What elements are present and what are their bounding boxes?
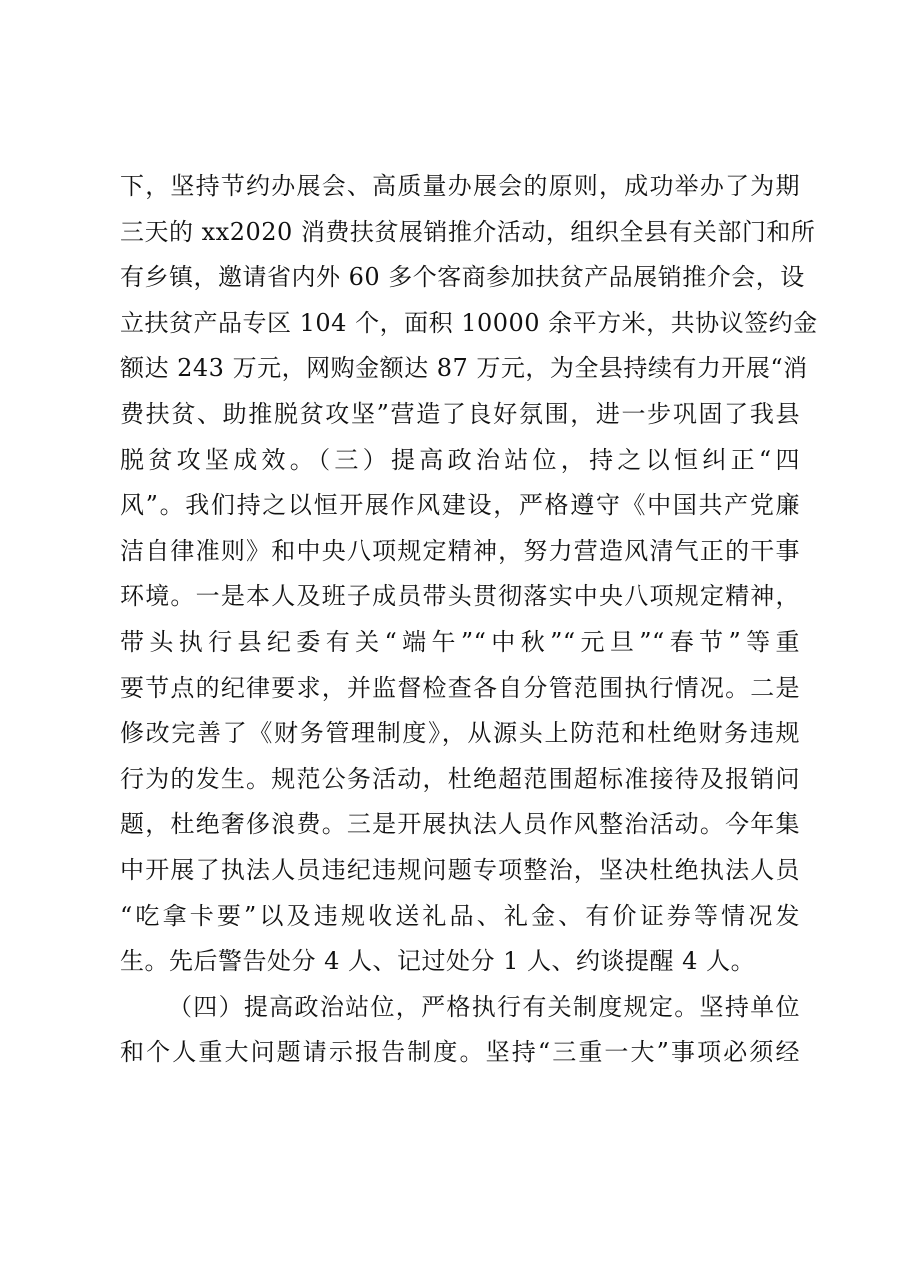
text-line: 下，坚持节约办展会、高质量办展会的原则，成功举办了为期	[120, 172, 800, 200]
text-line: 风”。我们持之以恒开展作风建设，严格遵守《中国共产党廉	[120, 491, 800, 520]
text-line: 额达 243 万元，网购金额达 87 万元，为全县持续有力开展“消	[120, 354, 808, 383]
body-text	[120, 164, 818, 1076]
text-line: 脱贫攻坚成效。（三）提高政治站位，持之以恒纠正“四	[120, 445, 800, 474]
text-line: 要节点的纪律要求，并监督检查各自分管范围执行情况。二是	[120, 673, 800, 702]
text-line: 生。先后警告处分 4 人、记过处分 1 人、约谈提醒 4 人。	[120, 947, 756, 976]
text-line: 题，杜绝奢侈浪费。三是开展执法人员作风整治活动。今年集	[120, 810, 800, 839]
text-line: 和个人重大问题请示报告制度。坚持“三重一大”事项必须经	[120, 1038, 800, 1067]
text-line: “吃拿卡要”以及违规收送礼品、礼金、有价证券等情况发	[120, 901, 800, 930]
text-line: 修改完善了《财务管理制度》，从源头上防范和杜绝财务违规	[120, 719, 800, 748]
text-line: 三天的 xx2020 消费扶贫展销推介活动，组织全县有关部门和所	[120, 217, 816, 246]
text-line: 环境。一是本人及班子成员带头贯彻落实中央八项规定精神，	[120, 582, 800, 611]
text-line: 洁自律准则》和中央八项规定精神，努力营造风清气正的干事	[120, 536, 800, 565]
text-line: 立扶贫产品专区 104 个，面积 10000 余平方米，共协议签约金	[120, 308, 818, 337]
text-line: 中开展了执法人员违纪违规问题专项整治，坚决杜绝执法人员	[120, 855, 800, 884]
paragraph-first-line: （四）提高政治站位，严格执行有关制度规定。坚持单位	[168, 992, 800, 1021]
text-line: 有乡镇，邀请省内外 60 多个客商参加扶贫产品展销推介会，设	[120, 263, 805, 292]
text-line: 行为的发生。规范公务活动，杜绝超范围超标准接待及报销问	[120, 764, 800, 793]
text-line: 费扶贫、助推脱贫攻坚”营造了良好氛围，进一步巩固了我县	[120, 399, 800, 428]
text-line: 带头执行县纪委有关“端午”“中秋”“元旦”“春节”等重	[120, 627, 800, 656]
